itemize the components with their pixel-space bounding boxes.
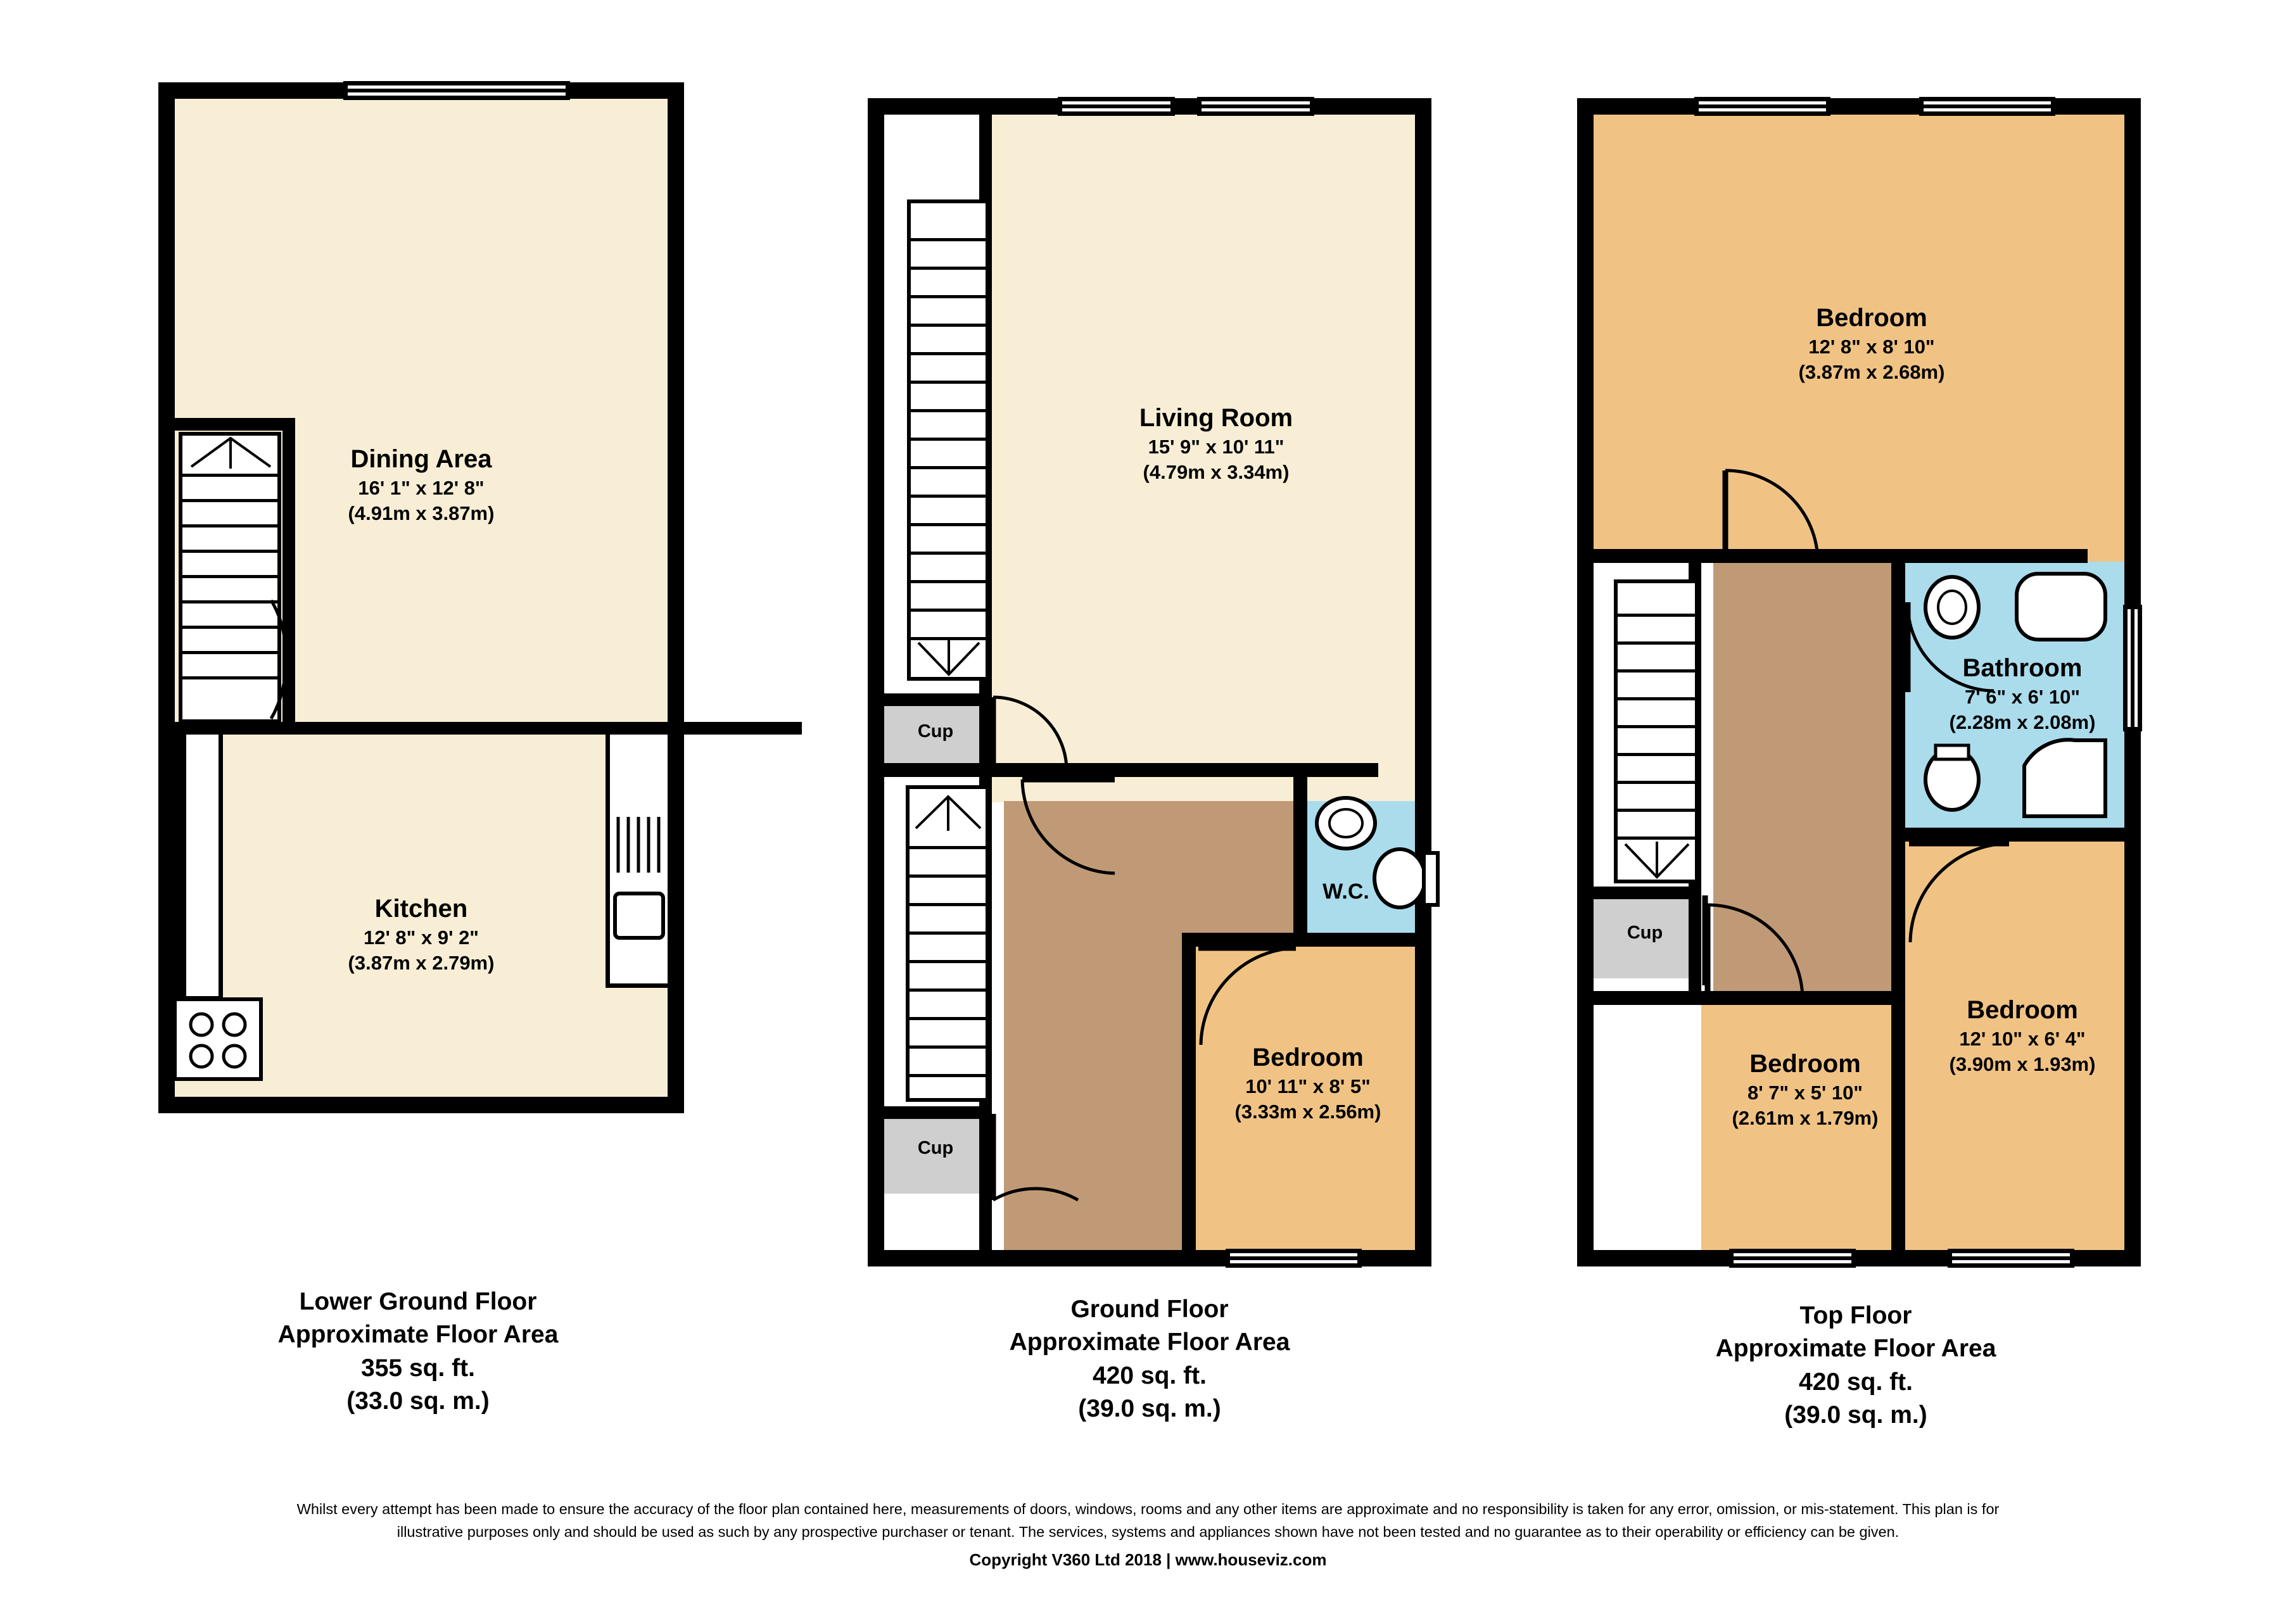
- wall-left: [868, 98, 884, 1266]
- room-dimensions-metric: (3.87m x 2.68m): [1798, 360, 1945, 383]
- floor-title-line1: Lower Ground Floor: [299, 1288, 537, 1315]
- room-name: Bedroom: [1749, 1050, 1861, 1078]
- door-bedroom-rear-right: [1906, 842, 2020, 950]
- door-bedroom-front: [1722, 465, 1836, 567]
- room-label-bedroom-front: [1739, 302, 2005, 385]
- wall-top: [1577, 98, 2141, 115]
- door-cupboard-2: [992, 1111, 1087, 1206]
- floor-area-sqft: 420 sq. ft.: [1799, 1368, 1913, 1396]
- room-name: Bedroom: [1816, 304, 1927, 332]
- wall-stair-top: [175, 418, 295, 431]
- room-name: Dining Area: [350, 445, 492, 473]
- wall-bathroom-left: [1891, 549, 1905, 1252]
- wall-left: [158, 82, 175, 1113]
- wall-bathroom-bottom: [1891, 828, 2127, 842]
- stair-direction-arrow-ground-up: [907, 630, 991, 687]
- room-name: Bathroom: [1962, 654, 2083, 682]
- room-label-wc: W.C.: [1322, 880, 1369, 904]
- window-top-right: [1197, 97, 1314, 116]
- door-cupboard-top: [1701, 893, 1727, 988]
- cupboard-label-1: Cup: [917, 721, 954, 742]
- sink-drainer-icon: [613, 817, 664, 874]
- window-bottom: [1226, 1249, 1362, 1268]
- room-dimensions-imperial: 12' 8" x 9' 2": [363, 926, 479, 949]
- floor-area-sqm: (39.0 sq. m.): [1078, 1394, 1221, 1422]
- floor-area-sqft: 420 sq. ft.: [1093, 1361, 1207, 1389]
- room-dimensions-metric: (3.90m x 1.93m): [1949, 1052, 2096, 1075]
- floor-area-sqm: (33.0 sq. m.): [346, 1387, 490, 1415]
- room-label-bedroom-rear-left: [1704, 1048, 1906, 1131]
- copyright-notice: Copyright V360 Ltd 2018 | www.houseviz.com: [969, 1550, 1327, 1569]
- door-cupboard-1: [992, 693, 1074, 776]
- wall-bedroom-top: [1182, 933, 1309, 947]
- window-top: [343, 81, 570, 100]
- wall-bedroom-left: [1182, 933, 1196, 1256]
- room-label-kitchen: [295, 893, 548, 976]
- room-name: Bedroom: [1967, 996, 2078, 1024]
- floor-plan-ground: [868, 98, 1431, 1266]
- wall-right: [1415, 98, 1431, 1266]
- floor-title-line2: Approximate Floor Area: [1009, 1329, 1290, 1356]
- room-label-living-room: [1070, 402, 1362, 485]
- disclaimer-line-1: Whilst every attempt has been made to ensure the accuracy of the floor plan contained here, measurements of doors, windows, rooms and any other items are approximate and no responsibility is taken for any error, omission, or mis-statement. This plan is for: [296, 1501, 2000, 1517]
- wall-left: [1577, 98, 1594, 1266]
- stair-turn-lower: [266, 595, 304, 728]
- floor-title-lower-ground: [196, 1285, 640, 1418]
- room-label-bathroom: [1918, 652, 2127, 735]
- door-living-room: [1013, 777, 1121, 885]
- cupboard-label-top: Cup: [1627, 923, 1663, 943]
- room-label-bedroom-ground: [1200, 1042, 1416, 1125]
- room-name: Kitchen: [374, 895, 468, 923]
- room-dimensions-imperial: 8' 7" x 5' 10": [1747, 1082, 1863, 1104]
- disclaimer-line-2: illustrative purposes only and should be used as such by any prospective purchaser or tenant. The services, systems and appliances shown have not been tested and no guarantee as to their operability or efficiency can be given.: [396, 1524, 1900, 1540]
- room-dimensions-metric: (4.79m x 3.34m): [1143, 460, 1290, 483]
- wall-cup2-top: [884, 1106, 992, 1119]
- window-top-right: [1919, 97, 2055, 116]
- room-label-bedroom-rear-right: [1918, 994, 2127, 1077]
- floor-title-top: [1634, 1299, 2077, 1432]
- bathroom-basin-icon: [1919, 573, 1989, 643]
- door-bedroom-ground: [1196, 947, 1310, 1054]
- window-top-left: [1058, 97, 1175, 116]
- shower-icon: [2020, 738, 2109, 820]
- stair-direction-arrow-lower: [179, 432, 286, 483]
- kitchen-counter-left: [175, 735, 186, 1001]
- window-top-left: [1694, 97, 1830, 116]
- wall-bottom: [158, 1097, 684, 1113]
- wall-bedroom-front-bottom: [1594, 549, 2088, 563]
- wc-basin-icon: [1311, 792, 1381, 855]
- floor-title-ground: [928, 1293, 1371, 1425]
- wall-cup1-top: [884, 693, 992, 706]
- wall-wc-bottom: [1293, 933, 1418, 947]
- floor-title-line1: Top Floor: [1799, 1302, 1912, 1329]
- window-bottom-left: [1729, 1249, 1856, 1268]
- wall-cup2-right: [979, 1106, 992, 1252]
- room-label-dining-area: [295, 443, 548, 526]
- floor-area-sqm: (39.0 sq. m.): [1784, 1401, 1927, 1429]
- stair-direction-arrow-top: [1614, 833, 1700, 890]
- room-dimensions-metric: (3.87m x 2.79m): [348, 951, 495, 974]
- window-bottom-right: [1948, 1249, 2074, 1268]
- bath-tub-icon: [2014, 570, 2109, 646]
- floor-title-line2: Approximate Floor Area: [277, 1321, 559, 1349]
- floor-title-line1: Ground Floor: [1070, 1296, 1229, 1323]
- room-dimensions-imperial: 10' 11" x 8' 5": [1245, 1075, 1371, 1098]
- bathroom-toilet-icon: [1919, 744, 1989, 817]
- room-dimensions-metric: (2.61m x 1.79m): [1732, 1106, 1879, 1129]
- room-dimensions-imperial: 15' 9" x 10' 11": [1148, 436, 1284, 458]
- room-dimensions-imperial: 16' 1" x 12' 8": [358, 477, 485, 500]
- hob-icon: [174, 998, 262, 1080]
- wall-wc-left: [1293, 763, 1307, 947]
- floor-plan-top: [1577, 98, 2141, 1266]
- room-dimensions-imperial: 12' 10" x 6' 4": [1959, 1028, 2086, 1051]
- room-dimensions-metric: (3.33m x 2.56m): [1234, 1100, 1381, 1123]
- room-dimensions-imperial: 12' 8" x 8' 10": [1808, 336, 1935, 358]
- floor-title-line2: Approximate Floor Area: [1715, 1335, 1996, 1363]
- stair-direction-arrow-ground-down: [906, 785, 991, 842]
- room-dimensions-metric: (2.28m x 2.08m): [1949, 710, 2096, 733]
- room-dimensions-imperial: 7' 6" x 6' 10": [1964, 686, 2081, 709]
- room-name: Bedroom: [1252, 1044, 1364, 1071]
- staircase-ground-up: [907, 199, 989, 681]
- floor-area-sqft: 355 sq. ft.: [361, 1354, 475, 1382]
- sink-basin-icon: [613, 892, 665, 940]
- kitchen-counter-left-fill: [186, 735, 223, 1001]
- cupboard-label-2: Cup: [917, 1138, 954, 1158]
- floor-plan-lower-ground: [158, 82, 684, 1108]
- room-dimensions-metric: (4.91m x 3.87m): [348, 502, 495, 524]
- wall-right: [668, 82, 684, 1113]
- room-name: Living Room: [1139, 404, 1293, 432]
